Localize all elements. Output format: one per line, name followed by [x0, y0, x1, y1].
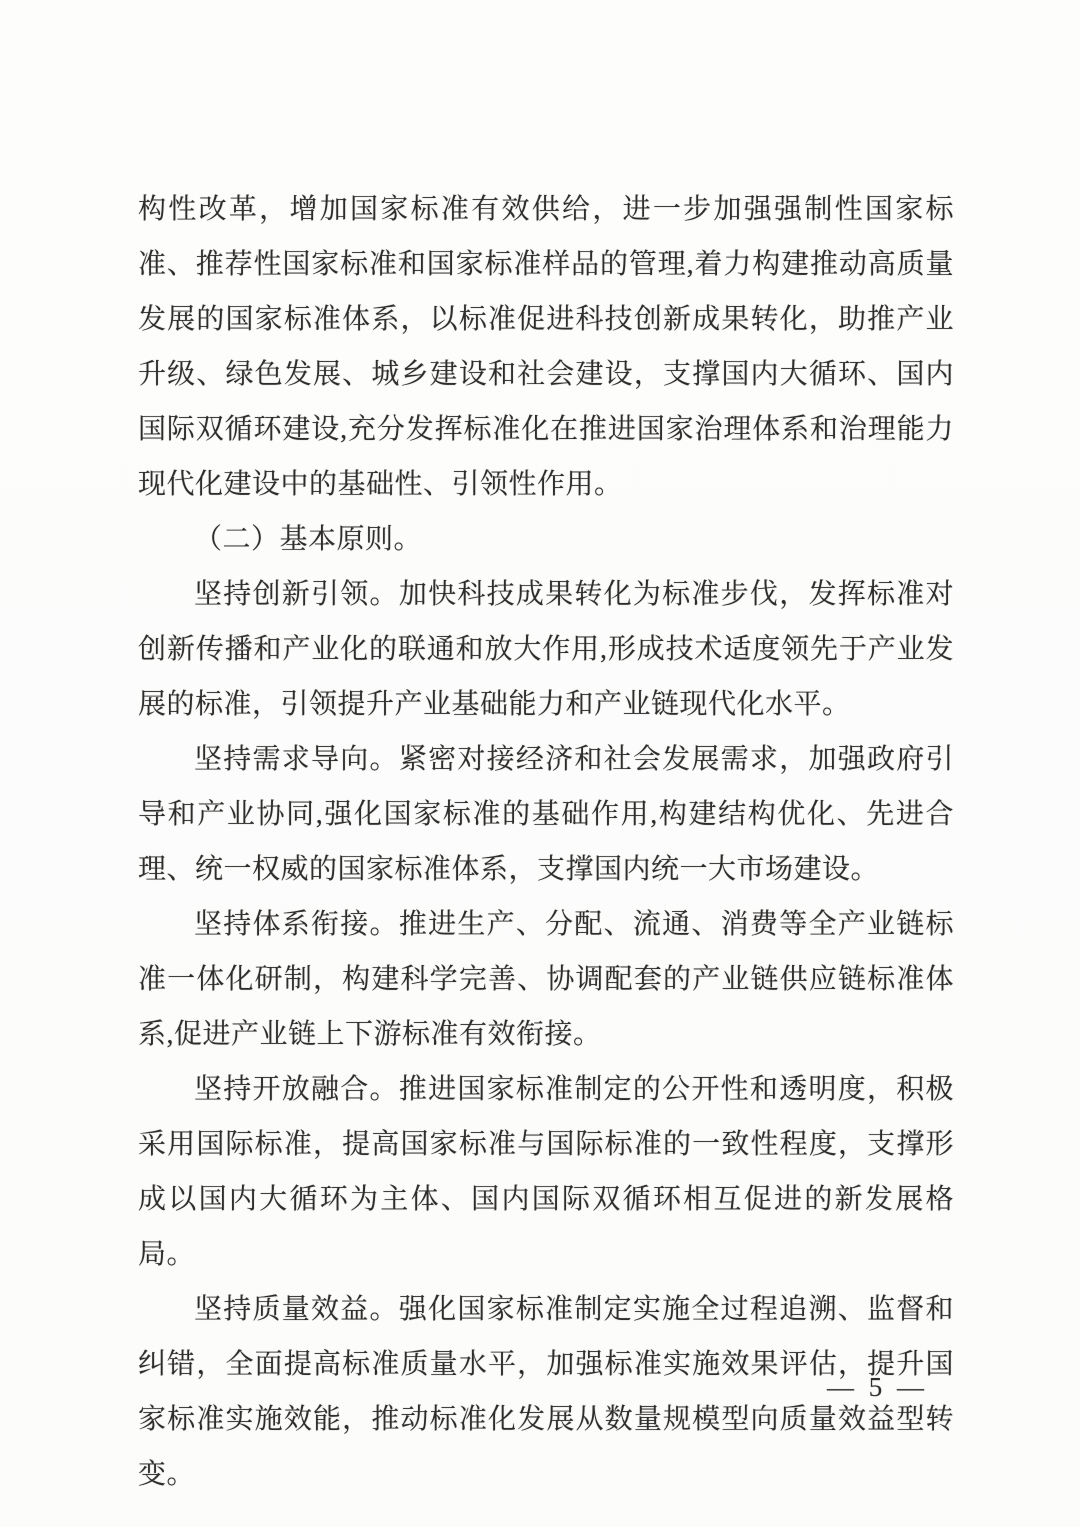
page-number: — 5 —: [827, 1372, 928, 1402]
paragraph-open-integration: 坚持开放融合。推进国家标准制定的公开性和透明度，积极采用国际标准，提高国家标准与国际标准的一致性程度，支撑形成以国内大循环为主体、国内国际双循环相互促进的新发展格局。: [138, 1074, 954, 1270]
paragraph-demand-orientation: 坚持需求导向。紧密对接经济和社会发展需求，加强政府引导和产业协同,强化国家标准的基础作用,构建结构优化、先进合理、统一权威的国家标准体系，支撑国内统一大市场建设。: [138, 744, 954, 885]
paragraph-innovation-leadership: 坚持创新引领。加快科技成果转化为标准步伐，发挥标准对创新传播和产业化的联通和放大作用,形成技术适度领先于产业发展的标准，引领提升产业基础能力和产业链现代化水平。: [138, 579, 954, 720]
page-body: [138, 182, 954, 1502]
paragraph-continued-structural-reform: 构性改革，增加国家标准有效供给，进一步加强强制性国家标准、推荐性国家标准和国家标准样品的管理,着力构建推动高质量发展的国家标准体系，以标准促进科技创新成果转化，助推产业升级、绿色发展、城乡建设和社会建设，支撑国内大循环、国内国际双循环建设,充分发挥标准化在推进国家治理体系和治理能力现代化建设中的基础性、引领性作用。: [138, 194, 954, 500]
section-heading-basic-principles: （二）基本原则。: [194, 524, 423, 555]
paragraph-system-coordination: 坚持体系衔接。推进生产、分配、流通、消费等全产业链标准一体化研制，构建科学完善、协调配套的产业链供应链标准体系,促进产业链上下游标准有效衔接。: [138, 909, 954, 1050]
paragraph-quality-benefit: 坚持质量效益。强化国家标准制定实施全过程追溯、监督和纠错，全面提高标准质量水平，加强标准实施效果评估，提升国家标准实施效能，推动标准化发展从数量规模型向质量效益型转变。: [138, 1294, 954, 1490]
